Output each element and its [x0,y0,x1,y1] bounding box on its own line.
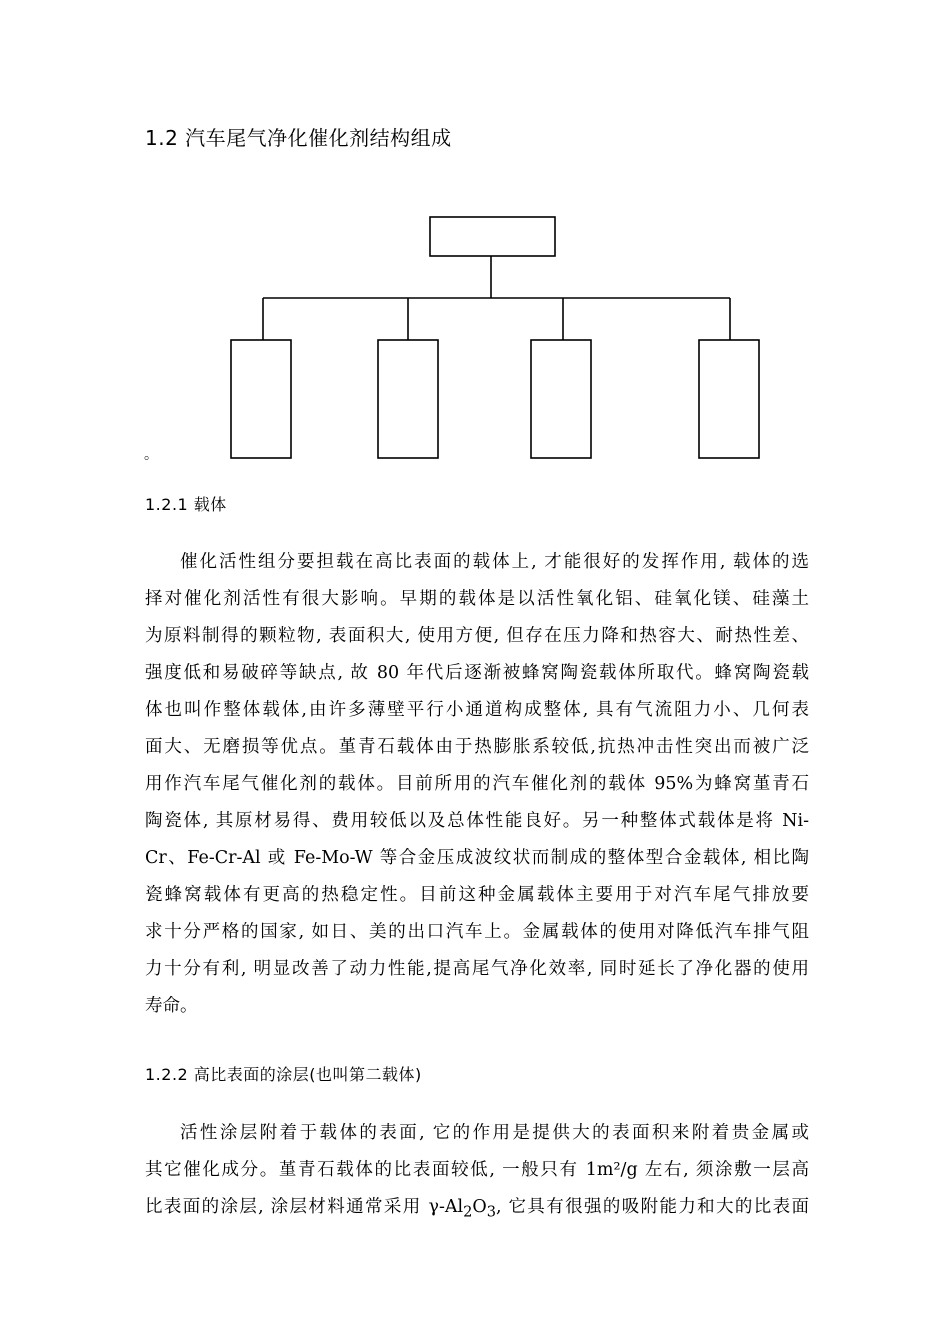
body-line: 其它催化成分。堇青石载体的比表面较低, 一般只有 1m²/g 左右, 须涂敷一层高 [145,1160,809,1180]
body-line: Cr、Fe-Cr-Al 或 Fe-Mo-W 等合金压成波纹状而制成的整体型合金载体, 相比陶 [145,848,809,868]
body-line: 瓷蜂窝载体有更高的热稳定性。目前这种金属载体主要用于对汽车尾气排放要 [145,885,809,905]
formula-oxygen: O [472,1197,487,1217]
section-1-2-2-body [145,1115,809,1231]
diagram-period: 。 [144,447,158,463]
body-line: 力十分有利, 明显改善了动力性能,提高尾气净化效率, 同时延长了净化器的使用 [145,959,809,979]
section-1-2-title: 1.2 汽车尾气净化催化剂结构组成 [145,126,452,150]
formula-subscript-2: 2 [463,1203,473,1221]
formula-subscript-3: 3 [486,1203,497,1221]
body-line: 寿命。 [145,996,198,1016]
formula-line-text-after: , 它具有很强的吸附能力和大的比表面 [496,1197,809,1217]
body-line: 用作汽车尾气催化剂的载体。目前所用的汽车催化剂的载体 95%为蜂窝堇青石 [145,774,809,794]
diagram-child-box-1 [231,340,291,458]
section-1-2-1-body [145,544,809,1025]
section-1-2-1-title: 1.2.1 载体 [145,495,227,514]
formula-line-text-before: 比表面的涂层, 涂层材料通常采用 γ-Al [145,1197,464,1217]
body-line: 为原料制得的颗粒物, 表面积大, 使用方便, 但存在压力降和热容大、耐热性差、 [145,626,809,646]
body-line: 催化活性组分要担载在高比表面的载体上, 才能很好的发挥作用, 载体的选 [180,552,809,572]
diagram-child-box-2 [378,340,438,458]
body-line: 面大、无磨损等优点。堇青石载体由于热膨胀系较低,抗热冲击性突出而被广泛 [145,737,809,757]
body-line: 活性涂层附着于载体的表面, 它的作用是提供大的表面积来附着贵金属或 [180,1123,809,1143]
body-line: 择对催化剂活性有很大影响。早期的载体是以活性氧化铝、硅氧化镁、硅藻土 [145,589,809,609]
body-line-formula [145,1189,809,1231]
diagram-child-box-4 [699,340,759,458]
diagram-child-box-3 [531,340,591,458]
diagram-root-box [430,217,555,256]
body-line: 陶瓷体, 其原材易得、费用较低以及总体性能良好。另一种整体式载体是将 Ni- [145,811,809,831]
body-line: 求十分严格的国家, 如日、美的出口汽车上。金属载体的使用对降低汽车排气阻 [145,922,809,942]
section-1-2-2-title: 1.2.2 高比表面的涂层(也叫第二载体) [145,1065,422,1084]
body-line: 强度低和易破碎等缺点, 故 80 年代后逐渐被蜂窝陶瓷载体所取代。蜂窝陶瓷载 [145,663,809,683]
body-line: 体也叫作整体载体,由许多薄壁平行小通道构成整体, 具有气流阻力小、几何表 [145,700,809,720]
